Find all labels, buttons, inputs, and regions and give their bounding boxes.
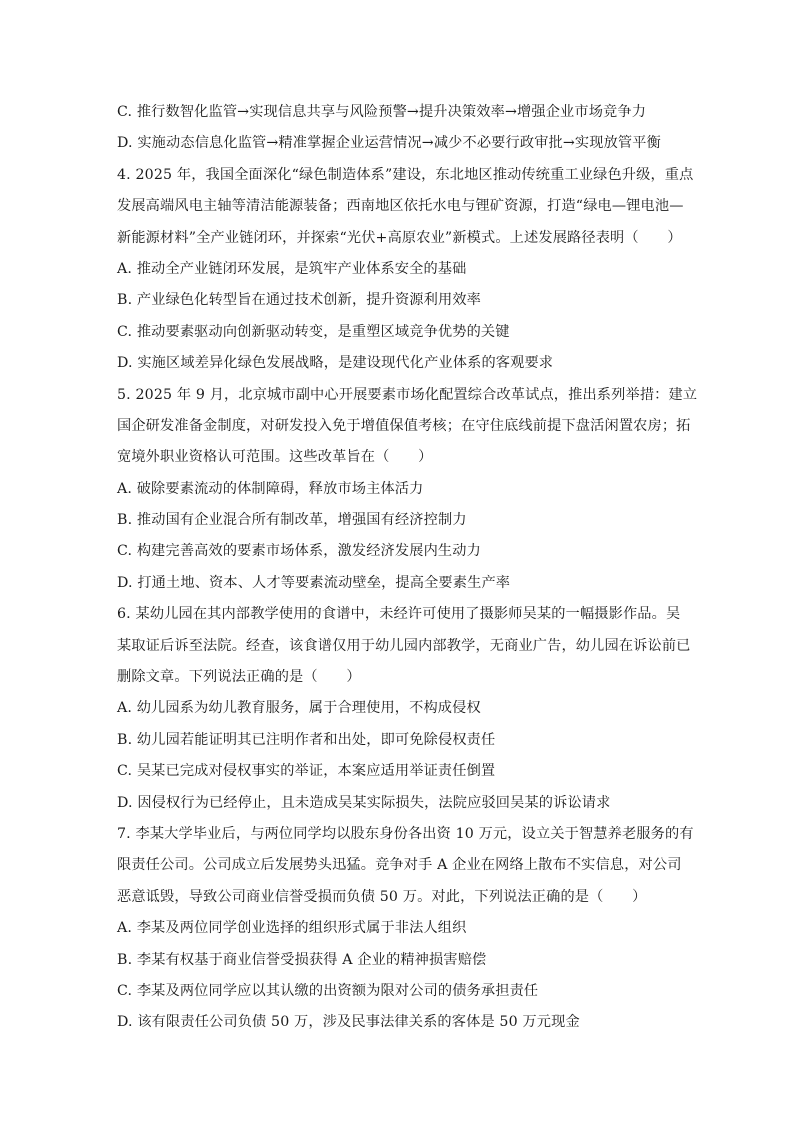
q6-stem-line-2: 某取证后诉至法院。经查，该食谱仅用于幼儿园内部教学，无商业广告，幼儿园在诉讼前已 [117,637,691,654]
q7-option-a: A. 李某及两位同学创业选择的组织形式属于非法人组织 [117,920,467,937]
q6-option-c: C. 吴某已完成对侵权事实的举证，本案应适用举证责任倒置 [117,763,496,780]
q6-option-d: D. 因侵权行为已经停止，且未造成吴某实际损失，法院应驳回吴某的诉讼请求 [117,794,611,811]
q4-option-c: C. 推动要素驱动向创新驱动转变，是重塑区域竞争优势的关键 [117,323,510,340]
q6-stem-line-1: 6. 某幼儿园在其内部教学使用的食谱中，未经许可使用了摄影师吴某的一幅摄影作品。吴 [117,606,681,623]
q5-option-d: D. 打通土地、资本、人才等要素流动壁垒，提高全要素生产率 [117,574,511,591]
q3-option-d: D. 实施动态信息化监管→精准掌握企业运营情况→减少不必要行政审批→实现放管平衡 [117,135,661,152]
q7-stem-line-1: 7. 李某大学毕业后，与两位同学均以股东身份各出资 10 万元，设立关于智慧养老服务的有 [117,825,694,842]
q5-option-c: C. 构建完善高效的要素市场体系，激发经济发展内生动力 [117,543,481,560]
q3-option-c: C. 推行数智化监管→实现信息共享与风险预警→提升决策效率→增强企业市场竞争力 [117,104,647,120]
q6-option-b: B. 幼儿园若能证明其已注明作者和出处，即可免除侵权责任 [117,731,496,748]
q5-option-a: A. 破除要素流动的体制障碍，释放市场主体活力 [117,480,424,497]
q4-option-b: B. 产业绿色化转型旨在通过技术创新，提升资源利用效率 [117,292,481,309]
q5-option-b: B. 推动国有企业混合所有制改革，增强国有经济控制力 [117,512,467,529]
q5-stem-line-2: 国企研发准备金制度，对研发投入免于增值保值考核；在守住底线前提下盘活闲置农房；拓 [117,417,691,434]
q7-option-b: B. 李某有权基于商业信誉受损获得 A 企业的精神损害赔偿 [117,951,487,968]
q4-stem-line-3: 新能源材料”全产业链闭环，并探索“光伏+高原农业”新模式。上述发展路径表明（ ） [117,229,682,246]
q7-stem-line-3: 恶意诋毁，导致公司商业信誉受损而负债 50 万。对此，下列说法正确的是（ ） [117,888,647,905]
q7-stem-line-2: 限责任公司。公司成立后发展势头迅猛。竞争对手 A 企业在网络上散布不实信息，对公司 [117,857,682,874]
q6-option-a: A. 幼儿园系为幼儿教育服务，属于合理使用，不构成侵权 [117,700,481,717]
q5-stem-line-3: 宽境外职业资格认可范围。这些改革旨在（ ） [117,449,433,466]
q7-option-c: C. 李某及两位同学应以其认缴的出资额为限对公司的债务承担责任 [117,982,539,999]
q5-stem-line-1: 5. 2025 年 9 月，北京城市副中心开展要素市场化配置综合改革试点，推出系列举措：建立 [117,386,698,403]
q4-option-a: A. 推动全产业链闭环发展，是筑牢产业体系安全的基础 [117,260,467,277]
q4-option-d: D. 实施区域差异化绿色发展战略，是建设现代化产业体系的客观要求 [117,355,554,372]
q4-stem-line-1: 4. 2025 年，我国全面深化“绿色制造体系”建设，东北地区推动传统重工业绿色升级，重点 [117,166,694,183]
document-page [117,101,698,1043]
q7-option-d: D. 该有限责任公司负债 50 万，涉及民事法律关系的客体是 50 万元现金 [117,1014,580,1031]
q6-stem-line-3: 删除文章。下列说法正确的是（ ） [117,669,361,686]
q4-stem-line-2: 发展高端风电主轴等清洁能源装备；西南地区依托水电与锂矿资源，打造“绿电—锂电池— [117,198,684,215]
